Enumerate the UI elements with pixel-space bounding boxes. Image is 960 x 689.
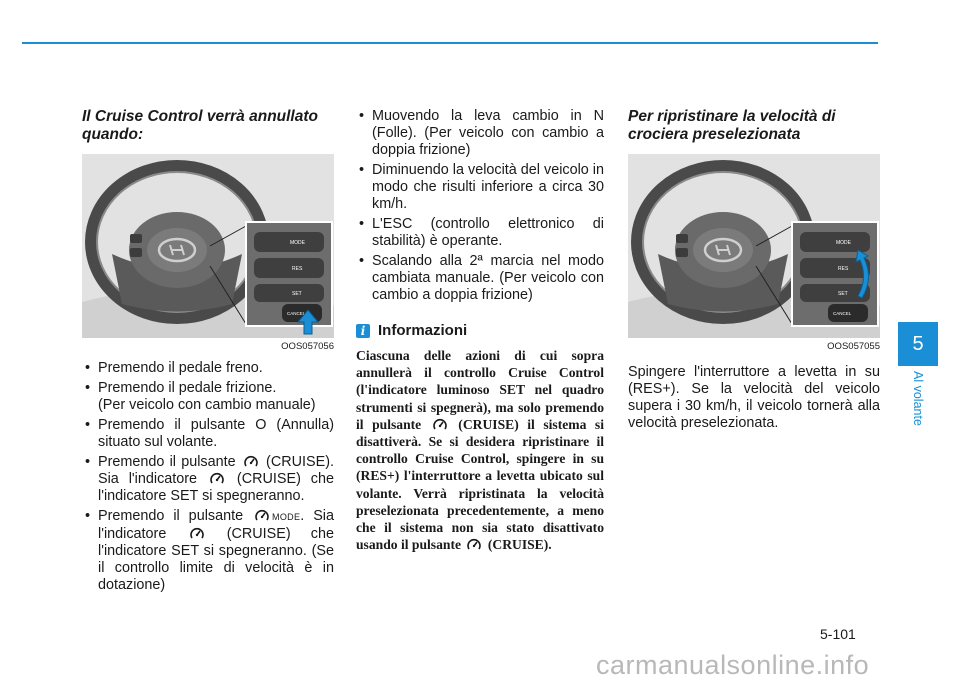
resume-paragraph: Spingere l'interruttore a levetta in su (RES+). Se la velocità del veicolo supera i 30 km/h, il veicolo tornerà alla velocità preselezionata. <box>628 364 880 431</box>
column-middle <box>356 108 604 553</box>
speed-limit-icon <box>254 509 270 523</box>
info-body: Ciascuna delle azioni di cui sopra annullerà il controllo Cruise Control (l'indicatore luminoso SET nel quadro strumenti si spegnerà), ma solo premendo il pulsante (CRUISE) il sistema si disattiverà. Se si desidera ripristinare il controllo Cruise Control, spingere in su (RES+) l'interruttore a levetta ubicato sul volante. Verrà ripristinata la velocità preselezionata precedentemente, a meno che il sistema non sia stato disattivato usando il pulsante (CRUISE). <box>356 348 604 553</box>
list-item: • Premendo il pedale freno. <box>82 360 334 377</box>
figure-steering-wheel-resume <box>628 154 880 338</box>
figure-code: OOS057055 <box>827 341 880 352</box>
cancel-conditions-list <box>82 360 334 594</box>
list-item: • Premendo il pulsante (CRUISE). Sia l'indicatore (CRUISE) che l'indicatore SET si spegneranno. <box>82 454 334 505</box>
info-title: Informazioni <box>378 322 468 339</box>
figure-steering-wheel-cancel <box>82 154 334 338</box>
list-item: • Premendo il pulsante O (Annulla) situato sul volante. <box>82 417 334 451</box>
cruise-icon <box>432 418 448 432</box>
svg-text:CANCEL: CANCEL <box>833 311 852 316</box>
list-item: • Premendo il pedale frizione. (Per veicolo con cambio manuale) <box>82 380 334 414</box>
svg-text:SET: SET <box>292 291 302 297</box>
chapter-tab: 5 <box>898 322 938 366</box>
cancel-conditions-list-cont <box>356 108 604 304</box>
column-left <box>82 108 334 597</box>
cruise-icon <box>189 527 205 541</box>
svg-text:RES: RES <box>292 266 303 272</box>
info-header <box>356 322 604 339</box>
svg-text:RES: RES <box>838 266 849 272</box>
svg-text:MODE: MODE <box>836 240 851 246</box>
figure-code: OOS057056 <box>281 341 334 352</box>
watermark: carmanualsonline.info <box>596 650 870 680</box>
cruise-icon <box>466 538 482 552</box>
list-item: • Muovendo la leva cambio in N (Folle). (Per veicolo con cambio a doppia frizione) <box>356 108 604 159</box>
cruise-icon <box>209 472 225 486</box>
svg-text:CANCEL: CANCEL <box>287 311 306 316</box>
steering-wheel-illustration <box>82 154 334 338</box>
section-heading-cancel: Il Cruise Control verrà annullato quando: <box>82 108 318 143</box>
cruise-icon <box>243 455 259 469</box>
steering-wheel-illustration <box>628 154 880 338</box>
list-item: • Diminuendo la velocità del veicolo in modo che risulti inferiore a circa 30 km/h. <box>356 162 604 213</box>
section-heading-resume: Per ripristinare la velocità di crociera preselezionata <box>628 108 836 143</box>
svg-text:MODE: MODE <box>290 240 305 246</box>
list-item: • Scalando alla 2ª marcia nel modo cambiata manuale. (Per veicolo con cambio a doppia frizione) <box>356 253 604 304</box>
svg-text:SET: SET <box>838 291 848 297</box>
list-item: • L'ESC (controllo elettronico di stabilità) è operante. <box>356 216 604 250</box>
page-number: 5-101 <box>820 626 856 642</box>
info-icon: i <box>356 324 370 338</box>
header-rule <box>22 42 878 44</box>
column-right <box>628 108 880 432</box>
chapter-label: Al volante <box>911 371 925 426</box>
list-item: • Premendo il pulsante MODE. Sia l'indicatore (CRUISE) che l'indicatore SET si spegneranno. (Se il controllo limite di velocità è in dotazione) <box>82 508 334 594</box>
